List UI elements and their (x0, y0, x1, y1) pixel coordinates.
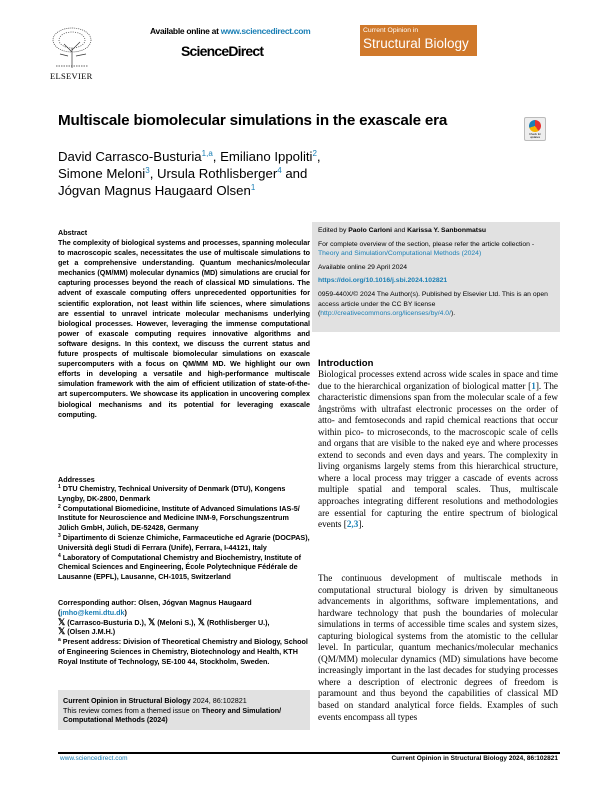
x-social-icon[interactable]: 𝕏 (147, 616, 156, 627)
author-affiliation-link[interactable]: 4 (277, 166, 282, 175)
author-list (58, 148, 478, 199)
author-affiliation-link[interactable]: 3 (145, 166, 150, 175)
journal-badge (360, 25, 477, 56)
present-address: Present address: Division of Theoretical Chemistry and Biology, School of Engineering Sciences in Chemistry, Biotechnology and Health, KTH Royal Institute of Technology, SE-100 44, Stockholm, Sweden. (58, 637, 308, 666)
address-item: $^1$ DTU Chemistry, Technical University of Denmark (DTU), Kongens Lyngby, DK-2800, Denmark (58, 484, 286, 503)
journal-badge-title: Structural Biology (363, 36, 469, 51)
sciencedirect-link[interactable]: www.sciencedirect.com (220, 26, 311, 36)
check-updates-label: Check for updates (529, 132, 541, 139)
license-link[interactable]: http://creativecommons.org/licenses/by/4.0/ (320, 310, 451, 318)
author: Simone Meloni$^3$, (58, 166, 158, 181)
address-item: $^2$ Computational Biomedicine, Institute of Advanced Simulations IAS-5/ Institute for Neuroscience and Medicine INM-9, Forschungszentrum Jülich GmbH, Jülich, DE-52428, Germany (58, 503, 300, 533)
addresses-list (58, 484, 310, 582)
editor-name: Karissa Y. Sanbonmatsu (407, 227, 486, 234)
introduction-heading: Introduction (318, 358, 374, 369)
article-info-box: Edited by Paolo Carloni and Karissa Y. Sanbonmatsu For complete overview of the section, please refer the article collection - Theory and Simulation/Computational Methods (2024) Available online 29 April 2024 https://doi.org/10.1016/j.sbi.2024.102821 0959-440X/© 2024 The Author(s). Published by Elsevier Ltd. This is an open access article under the CC BY license (http://creativecommons.org/licenses/by/4.0/). (312, 222, 560, 332)
address-item: $^4$ Laboratory of Computational Chemistry and Biochemistry, Institute of Chemical Sciences and Engineering, École Polytechnique Fédérale de Lausanne (EPFL), Lausanne, CH-1015, Switzerland (58, 552, 302, 582)
available-online-date: Available online 29 April 2024 (318, 263, 408, 271)
author-affiliation-link[interactable]: 2 (312, 149, 317, 158)
elsevier-wordmark: ELSEVIER (50, 71, 93, 81)
citation: 2024, 86:102821 (192, 696, 247, 705)
journal-name: Current Opinion in Structural Biology (63, 696, 191, 705)
abstract-text: The complexity of biological systems and processes, spanning molecular to macroscopic scales, necessitates the use of multiscale simulations to get a comprehensive understanding. Quantum mechanics/molecular mechanics (QM/MM) molecular dynamics (MD) simulations are crucial for capturing processes beyond the reach of classical MD simulations. The advent of exascale computing offers unprecedented opportunities for scientific exploration, not least within life sciences, where simulations are essential to unravel intricate molecular mechanisms underlying biological processes. However, leveraging the immense computational power of exascale computing requires innovative algorithms and software designs. In this context, we discuss the current status and future prospects of multiscale biomolecular simulations on exascale supercomputers with a focus on QM/MM MD. We highlight our own efforts in developing a versatile and high-performance multiscale simulation framework with the aim of efficient utilization of state-of-the-art supercomputers. We showcase its application in uncovering complex biological mechanisms and its potential for leveraging exascale computing. (58, 238, 310, 419)
check-for-updates-button[interactable] (524, 117, 546, 141)
doi-link[interactable]: https://doi.org/10.1016/j.sbi.2024.102821 (318, 277, 448, 285)
footer-divider (58, 752, 560, 754)
collection-link[interactable]: Theory and Simulation/Computational Methods (2024) (318, 250, 482, 258)
intro-paragraph-2: The continuous development of multiscale methods in computational structural biology is driven by simultaneous advancements in algorithms, software implementations, and hardware technology that push the boundaries of molecular simulations in terms of accessible time scales and system sizes, capturing biological systems from the atomistic to the cellular level. In particular, quantum mechanics/molecular mechanics (QM/MM) molecular dynamics (MD) simulations have become increasingly important in the last decades for studying processes where a description of electronic degrees of freedom is paramount and thus beyond the capabilities of classical MD based on standard analytical force fields. Examples of such events encompass all types (318, 573, 558, 722)
article-title: Multiscale biomolecular simulations in the exascale era (58, 112, 448, 129)
journal-info-box: Current Opinion in Structural Biology 2024, 86:102821 This review comes from a themed issue on Theory and Simulation/ Computational Methods (2024) (58, 690, 310, 730)
address-item: $^3$ Dipartimento di Scienze Chimiche, Farmaceutiche ed Agrarie (DOCPAS), Università degli Studi di Ferrara (Unife), Ferrara, I-44121, Italy (58, 532, 310, 552)
author-affiliation-link[interactable]: 1 (250, 183, 256, 192)
available-online-label: Available online at (150, 26, 219, 36)
check-updates-icon (529, 120, 541, 132)
author: Emiliano Ippoliti$^2$, (220, 149, 321, 164)
x-social-icon[interactable]: 𝕏 (58, 626, 66, 637)
abstract-heading: Abstract (58, 228, 88, 237)
footer-sciencedirect-link[interactable]: www.sciencedirect.com (60, 755, 128, 762)
author: Jógvan Magnus Haugaard Olsen$^1$ (58, 183, 256, 198)
corresponding-label: Corresponding author: Olsen, Jógvan Magnus Haugaard ( (58, 598, 252, 617)
author-affiliation-link[interactable]: 1,a (201, 149, 213, 158)
footer-citation: Current Opinion in Structural Biology 2024, 86:102821 (391, 755, 558, 762)
reference-link[interactable]: 1 (531, 380, 536, 391)
reference-link[interactable]: 2,3 (346, 519, 359, 530)
journal-badge-small: Current Opinion in (363, 27, 419, 34)
x-social-icon[interactable]: 𝕏 (197, 616, 205, 627)
editor-name: Paolo Carloni (348, 227, 393, 234)
available-online (150, 26, 310, 36)
author: David Carrasco-Busturia$^{1,a}$, (58, 149, 221, 164)
author: Ursula Rothlisberger$^4$ and (157, 166, 308, 181)
sciencedirect-logo: ScienceDirect (181, 43, 264, 59)
intro-paragraph-1: Biological processes extend across wide scales in space and time due to the hierarchical organization of biological matter [1]. The characteristic dimensions span from the molecular scale of a few ångströms with ultrafast electronic processes on the order of atto- and femtoseconds and rapid chemical reactions that occur within pico- to microseconds, to the macroscopic scale of cells and organs that are visible to the naked eye and where processes extend to seconds and even days and years. The complexity in living organisms largely stems from this hierarchical structure, where a local process may trigger a cascade of events across multiple spatial and temporal scales. Thus, multiscale approaches integrating different resolutions and methodologies are essential for capturing the entire spectrum of biological events [2,3]. (318, 369, 558, 530)
email-link[interactable]: jmho@kemi.dtu.dk (60, 607, 125, 617)
addresses-heading: Addresses (58, 475, 95, 484)
x-social-icon[interactable]: 𝕏 (58, 616, 66, 627)
corresponding-author: Corresponding author: Olsen, Jógvan Magnus Haugaard (jmho@kemi.dtu.dk) 𝕏 (Carrasco-Busturia D.), 𝕏 (Meloni S.), 𝕏 (Rothlisberger U.), 𝕏 (Olsen J.M.H.) $^a$ Present address: Division of Theoretical Chemistry and Biology, School of Engineering Sciences in Chemistry, Biotechnology and Health, KTH Royal Institute of Technology, SE-100 44, Stockholm, Sweden. (58, 598, 308, 666)
themed-issue: Theory and Simulation/ Computational Methods (2024) (63, 706, 282, 724)
